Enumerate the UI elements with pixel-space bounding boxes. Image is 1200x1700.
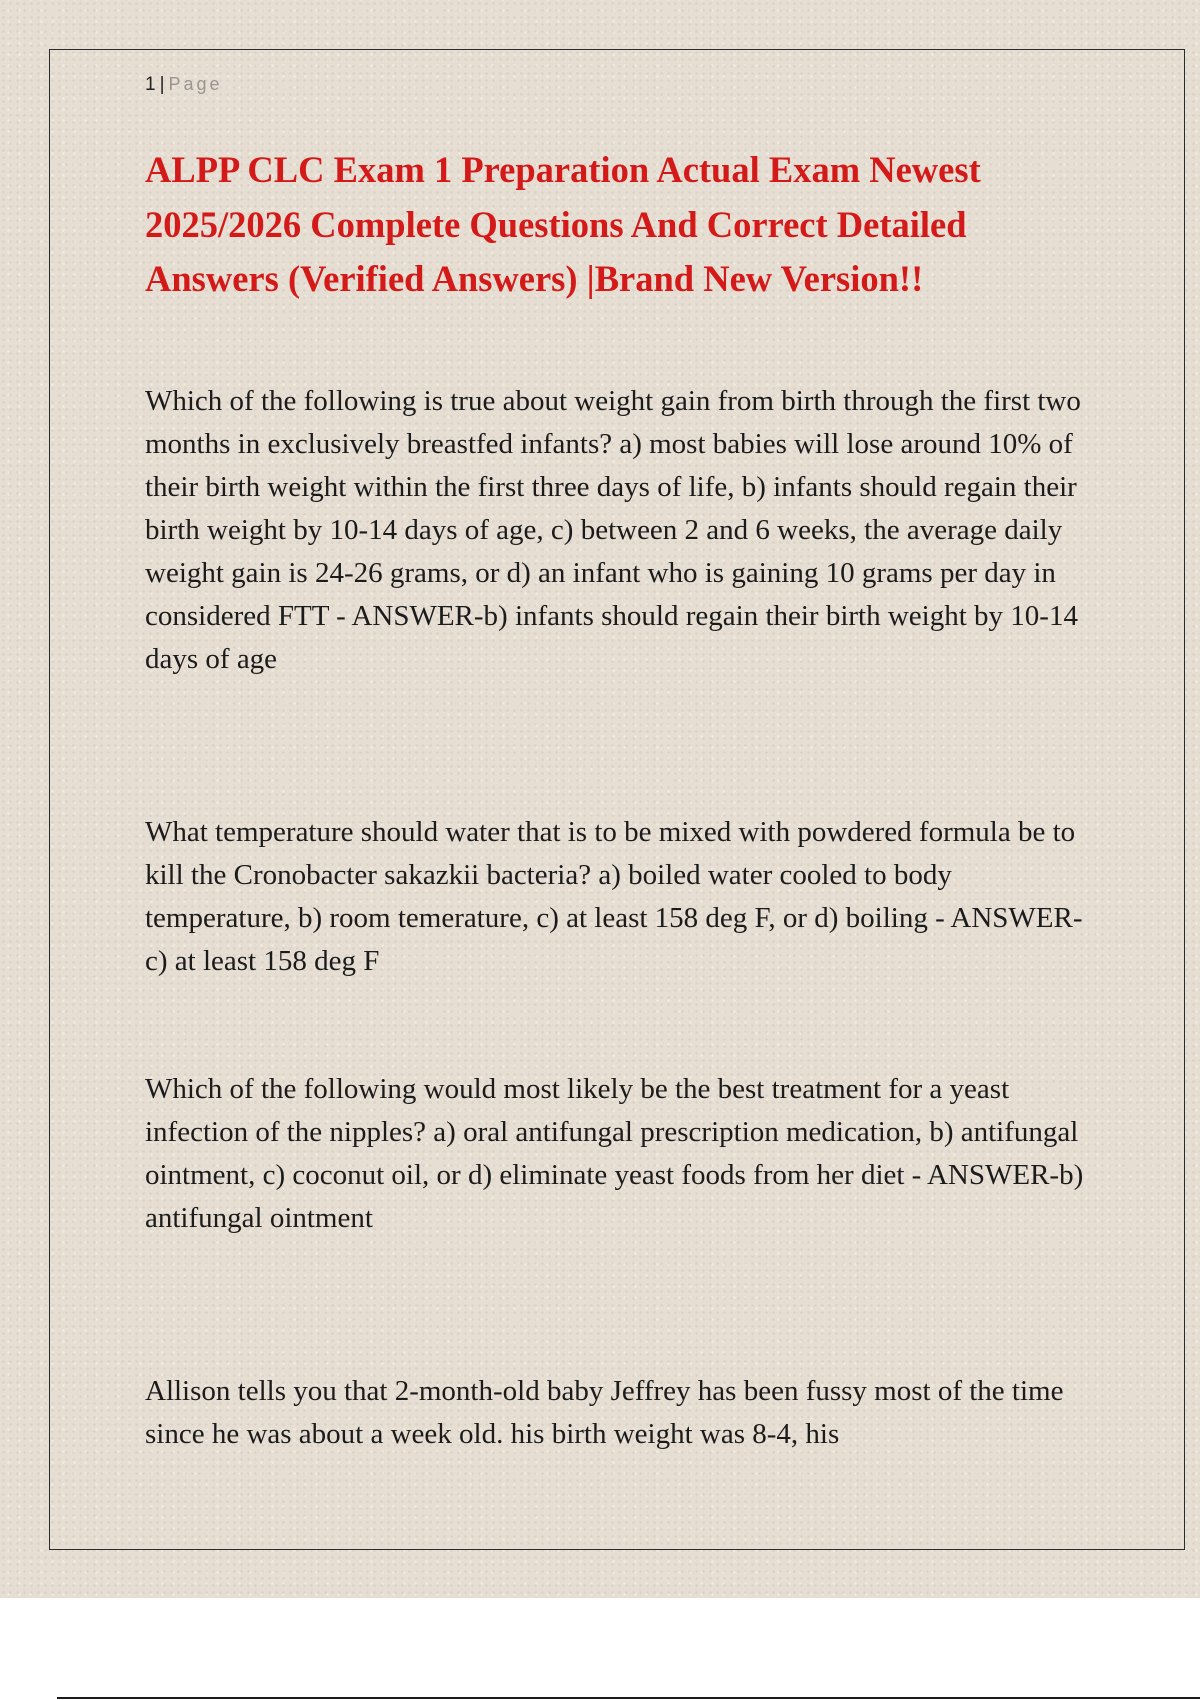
- page-number-value: 1: [145, 74, 157, 95]
- question-answer-2: What temperature should water that is to be mixed with powdered formula be to kill the Cronobacter sakazkii bacteria? a) boiled water cooled to body temperature, b) room temerature, c) at least 158 deg F, or d) boiling - ANSWER-c) at least 158 deg F: [145, 816, 1083, 977]
- question-answer-3: Which of the following would most likely be the best treatment for a yeast infection of the nipples? a) oral antifungal prescription medication, b) antifungal ointment, c) coconut oil, or d) eliminate yeast foods from her diet - ANSWER-b) antifungal ointment: [145, 1073, 1084, 1234]
- question-answer-4: Allison tells you that 2-month-old baby Jeffrey has been fussy most of the time since he was about a week old. his birth weight was 8-4, his: [145, 1375, 1064, 1450]
- document-title: ALPP CLC Exam 1 Preparation Actual Exam Newest 2025/2026 Complete Questions And Correct Detailed Answers (Verified Answers) |Brand New Version!!: [145, 149, 981, 299]
- question-answer-1: Which of the following is true about weight gain from birth through the first two months in exclusively breastfed infants? a) most babies will lose around 10% of their birth weight within the first three days of life, b) infants should regain their birth weight by 10-14 days of age, c) between 2 and 6 weeks, the average daily weight gain is 24-26 grams, or d) an infant who is gaining 10 grams per day in considered FTT - ANSWER-b) infants should regain their birth weight by 10-14 days of age: [145, 385, 1081, 675]
- bottom-divider: [57, 1697, 1200, 1699]
- page-number-separator: |: [159, 74, 166, 95]
- page-label: Page: [168, 74, 223, 94]
- page-number: [145, 74, 223, 96]
